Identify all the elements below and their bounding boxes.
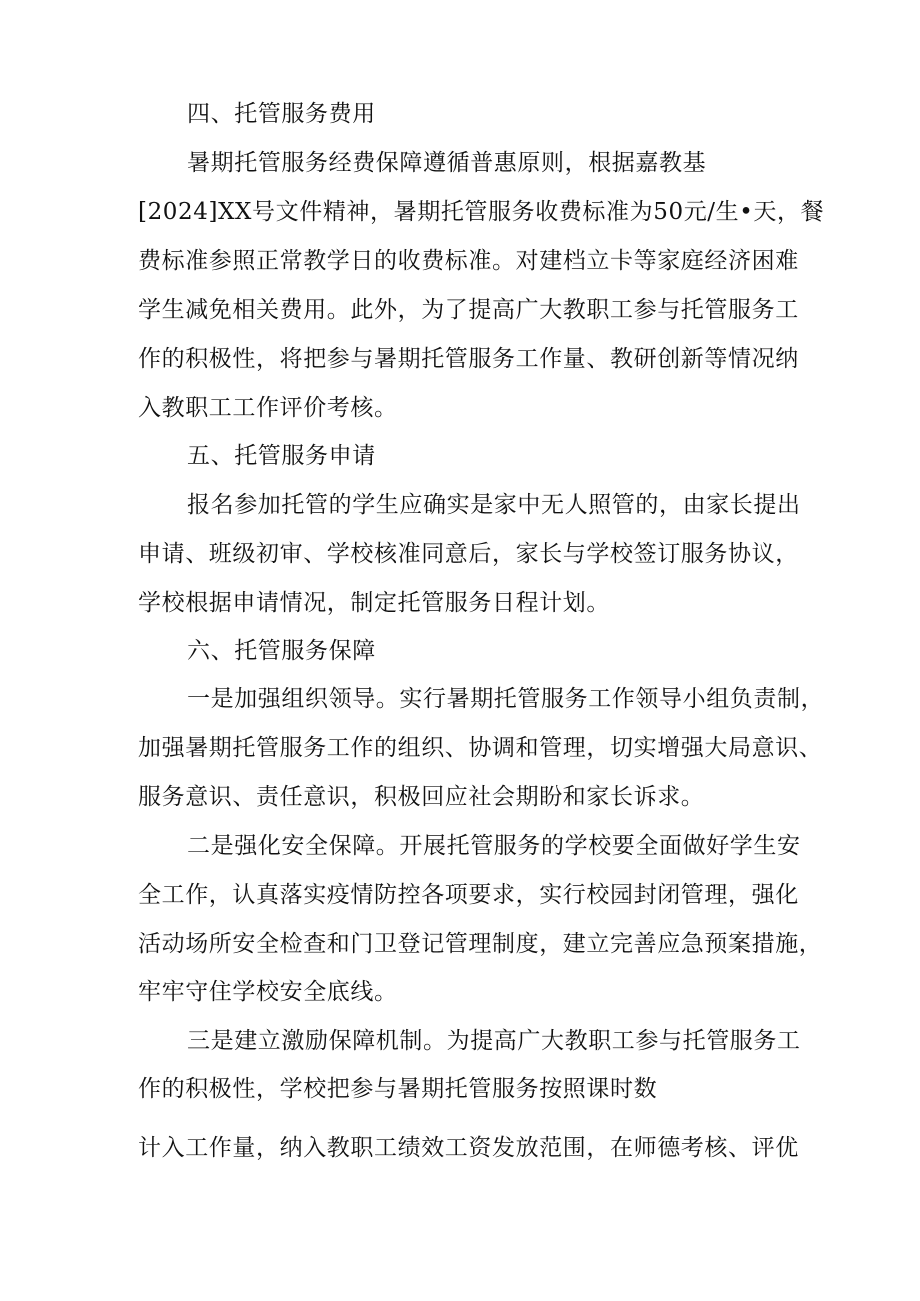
paragraph-line: 学校根据申请情况，制定托管服务日程计划。 — [138, 590, 610, 616]
paragraph-line: 暑期托管服务经费保障遵循普惠原则，根据嘉教基 — [187, 150, 707, 176]
paragraph-line: [2024]XX号文件精神，暑期托管服务收费标准为50元/生•天，餐 — [138, 199, 825, 225]
paragraph-line: 服务意识、责任意识，积极回应社会期盼和家长诉求。 — [138, 784, 705, 810]
paragraph-line: 牢牢守住学校安全底线。 — [138, 979, 398, 1005]
section-heading-fees: 四、托管服务费用 — [187, 101, 376, 127]
paragraph-line: 作的积极性，学校把参与暑期托管服务按照课时数 — [138, 1076, 658, 1102]
paragraph-line: 入教职工工作评价考核。 — [138, 395, 398, 421]
paragraph-line: 报名参加托管的学生应确实是家中无人照管的，由家长提出 — [187, 492, 801, 518]
section-heading-application: 五、托管服务申请 — [187, 443, 376, 469]
paragraph-line: 作的积极性，将把参与暑期托管服务工作量、教研创新等情况纳 — [138, 346, 799, 372]
paragraph-line: 活动场所安全检查和门卫登记管理制度，建立完善应急预案措施， — [138, 931, 823, 957]
paragraph-line: 全工作，认真落实疫情防控各项要求，实行校园封闭管理，强化 — [138, 882, 799, 908]
paragraph-line: 申请、班级初审、学校核准同意后，家长与学校签订服务协议， — [138, 541, 799, 567]
paragraph-line: 一是加强组织领导。实行暑期托管服务工作领导小组负责制， — [187, 686, 825, 712]
paragraph-line: 三是建立激励保障机制。为提高广大教职工参与托管服务工 — [187, 1028, 801, 1054]
paragraph-line: 加强暑期托管服务工作的组织、协调和管理，切实增强大局意识、 — [138, 735, 823, 761]
paragraph-line: 二是强化安全保障。开展托管服务的学校要全面做好学生安 — [187, 833, 801, 859]
section-heading-guarantee: 六、托管服务保障 — [187, 638, 376, 664]
paragraph-line: 学生减免相关费用。此外，为了提高广大教职工参与托管服务工 — [138, 297, 799, 323]
paragraph-line: 费标准参照正常教学日的收费标准。对建档立卡等家庭经济困难 — [138, 248, 799, 274]
paragraph-line: 计入工作量，纳入教职工绩效工资发放范围，在师德考核、评优 — [138, 1135, 799, 1161]
